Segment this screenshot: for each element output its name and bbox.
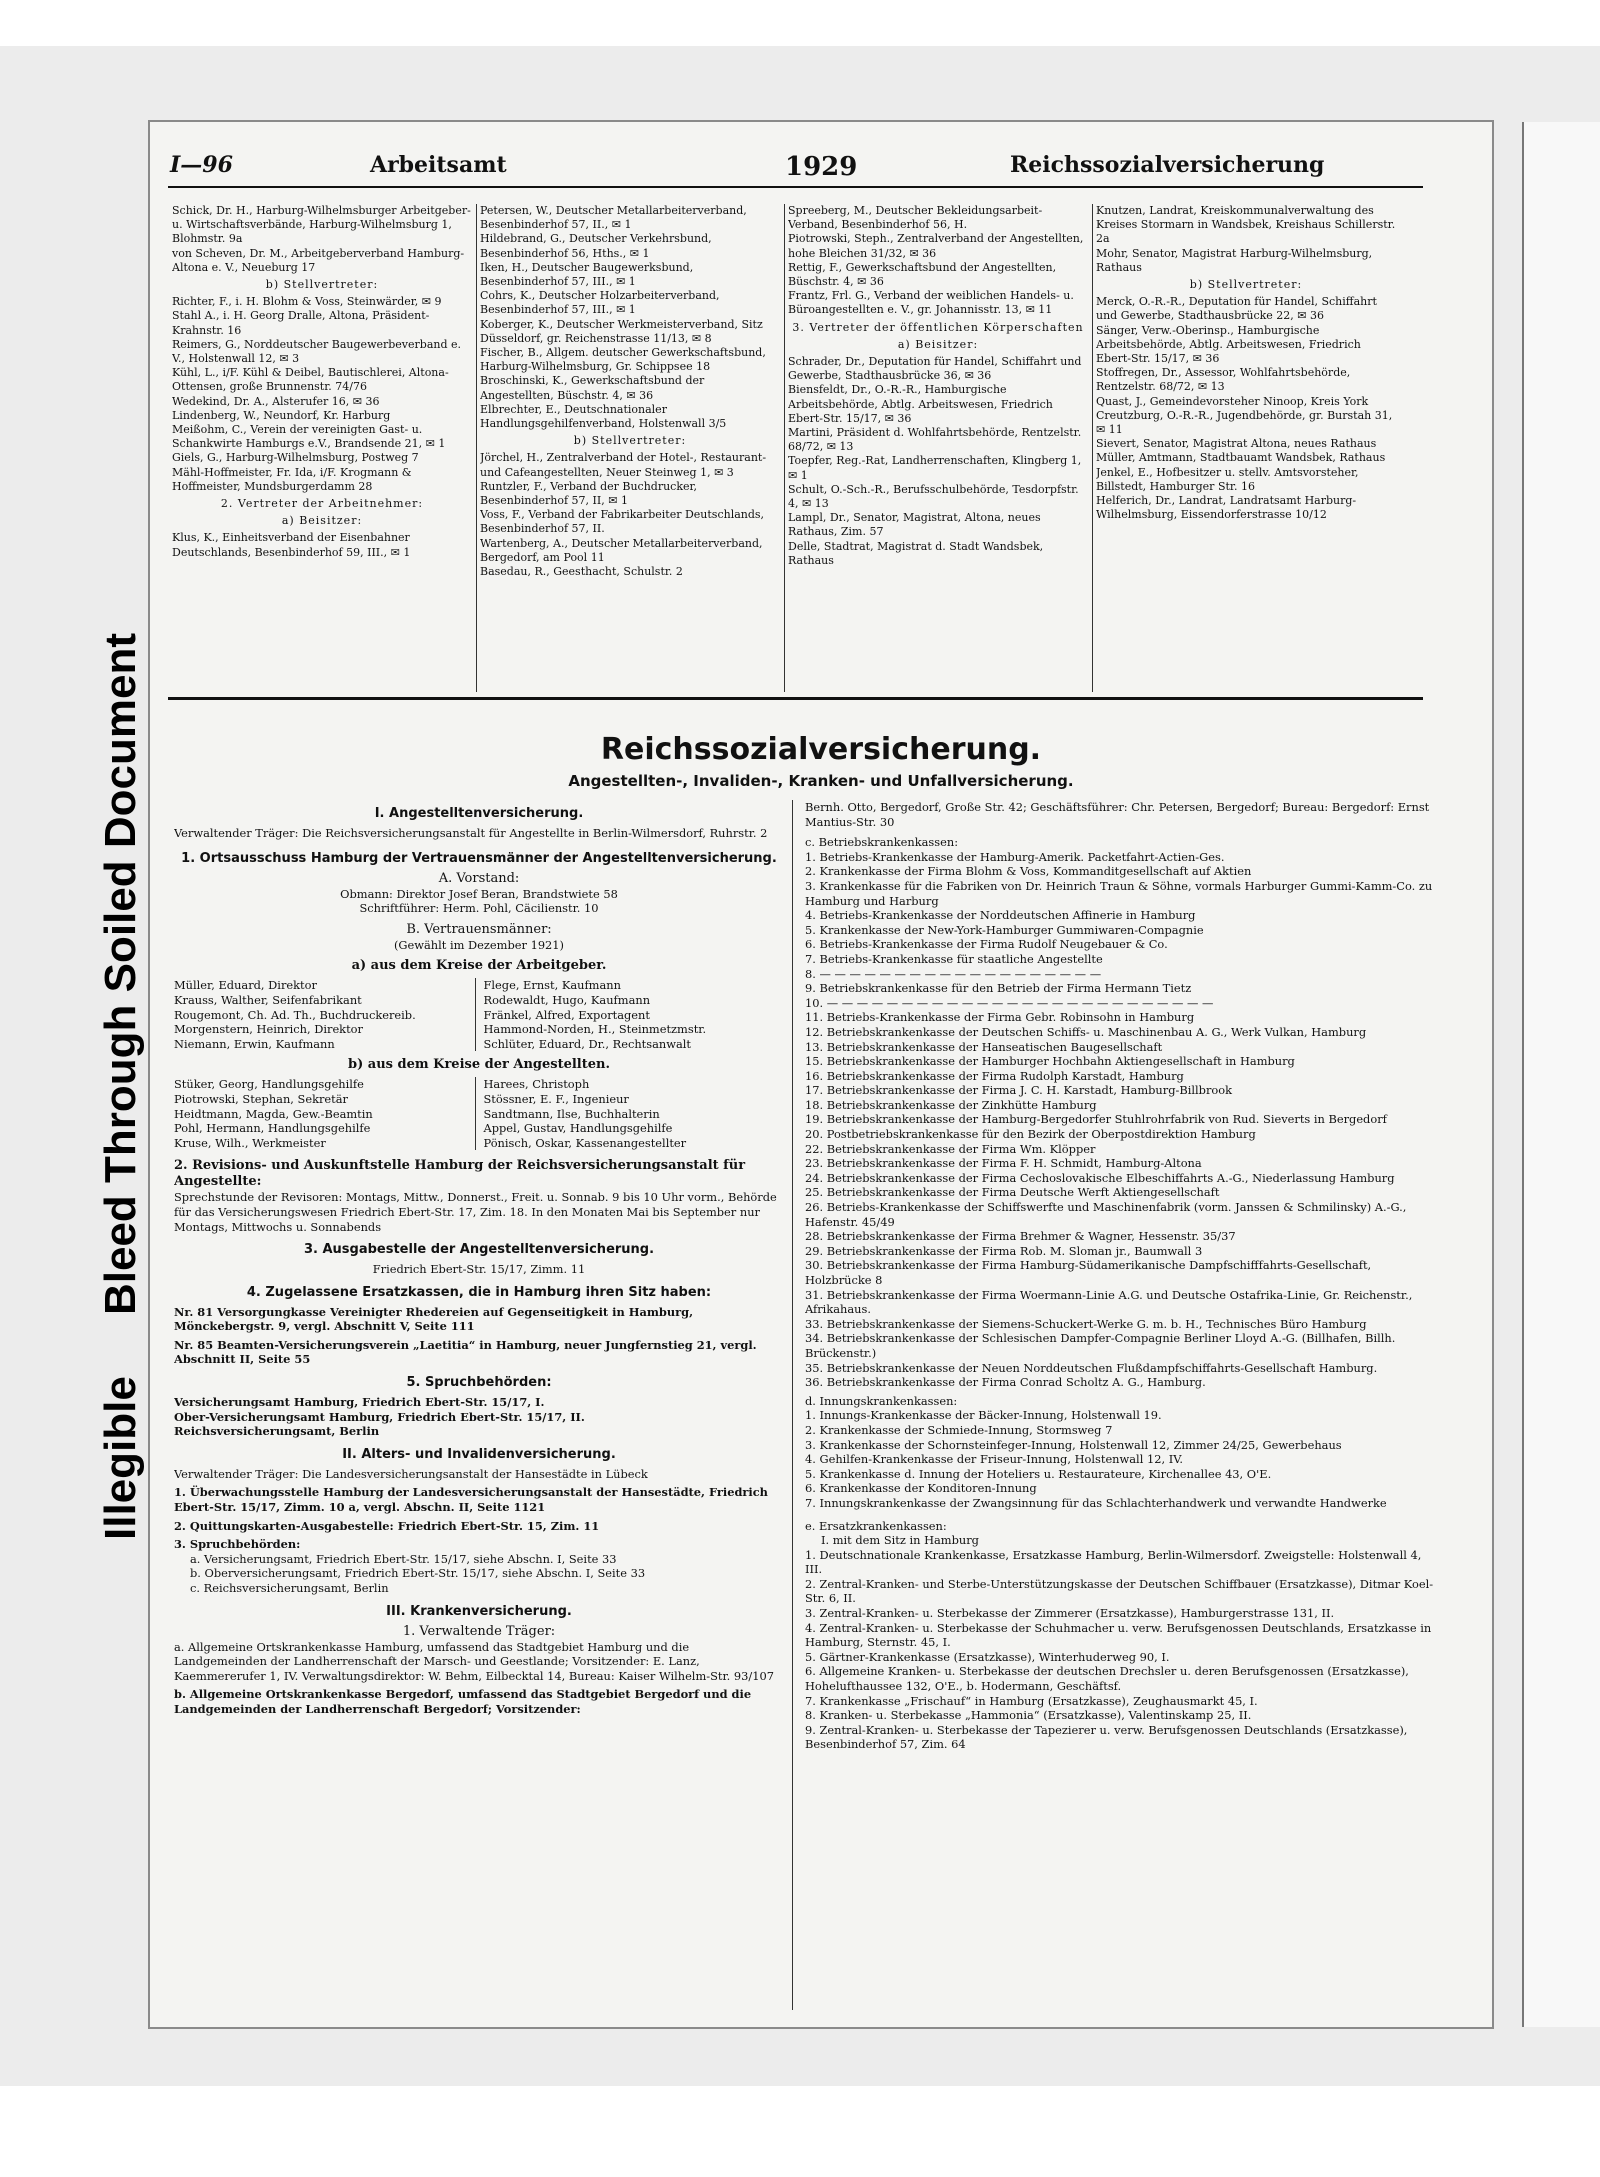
top-entry: Piotrowski, Steph., Zentralverband der Angestellten, hohe Bleichen 31/32, ✉ 36: [788, 232, 1084, 260]
ersatzkrankenkasse-entry: 4. Zentral-Kranken- u. Sterbekasse der Schuhmacher u. verw. Berufsgenossen Deutschlands, Ersatzkasse in Hamburg, Sternstr. 45, I.: [805, 1620, 1432, 1650]
betriebskrankenkasse-entry: 3. Krankenkasse für die Fabriken von Dr. Heinrich Traun & Söhne, vormals Harburger Gummi-Kamm-Co. zu Hamburg und Harburg: [805, 878, 1433, 908]
heading-betriebskrankenkassen: c. Betriebskrankenkassen:: [805, 835, 959, 850]
ortskrankenkasse-hamburg: a. Allgemeine Ortskrankenkasse Hamburg, umfassend das Stadtgebiet Hamburg und die Landgemeinden der Landherrenschaft der Marsch- und Geestlande; Vorsitzender: E. Lanz, Kaemmererufer 1, IV. Verwaltungsdirektor: W. Behm, Eilbecktal 14, Bureau: Kaiser Wilhelm-Str. 93/107: [174, 1639, 774, 1683]
spruch-list: [174, 1395, 784, 1439]
top-entry: Schrader, Dr., Deputation für Handel, Schiffahrt und Gewerbe, Stadthausbrücke 36, ✉ 36: [788, 355, 1082, 383]
ersatzkrankenkasse-entry: 9. Zentral-Kranken- u. Sterbekasse der Tapezierer u. verw. Berufsgenossen Deutschlands (Ersatzkasse), Besenbinderhof 57, Zim. 64: [805, 1722, 1408, 1752]
arbeitgeber-entry: Fränkel, Alfred, Exportagent: [483, 1007, 650, 1022]
right-column: [805, 800, 1440, 2010]
top-column-3: [788, 204, 1088, 694]
main-subtitle: Angestellten-, Invaliden-, Kranken- und Unfallversicherung.: [568, 772, 1074, 790]
innungskrankenkasse-entry: 5. Krankenkasse d. Innung der Hoteliers u. Restaurateure, Kirchenallee 43, O'E.: [805, 1466, 1272, 1481]
sprechstunde-text: Sprechstunde der Revisoren: Montags, Mittw., Donnerst., Freit. u. Sonnab. 9 bis 10 Uhr vorm., Behörde für das Versicherungswesen Friedrich Ebert-Str. 17, Zim. 18. In den Monaten Mai bis September nur Montags, Mittwochs u. Sonnabends: [174, 1190, 777, 1234]
angestellte-entry: Sandtmann, Ilse, Buchhalterin: [483, 1106, 660, 1121]
top-entry: Stoffregen, Dr., Assessor, Wohlfahrtsbehörde, Rentzelstr. 68/72, ✉ 13: [1096, 366, 1351, 394]
stamp-text: [96, 633, 146, 1540]
top-entry: b) Stellvertreter:: [1189, 278, 1303, 292]
top-entry: Kühl, L., i/F. Kühl & Deibel, Bautischlerei, Altona-Ottensen, große Brunnenstr. 74/76: [172, 366, 449, 394]
innungskrankenkasse-entry: 1. Innungs-Krankenkasse der Bäcker-Innung, Holstenwall 19.: [805, 1408, 1162, 1423]
top-entry: Broschinski, K., Gewerkschaftsbund der Angestellten, Büschstr. 4, ✉ 36: [480, 374, 705, 402]
ersatzkrankenkasse-entry: 3. Zentral-Kranken- u. Sterbekasse der Zimmerer (Ersatzkasse), Hamburgerstrasse 131, II.: [805, 1606, 1335, 1621]
top-entry: Elbrechter, E., Deutschnationaler Handlungsgehilfenverband, Holstenwall 3/5: [480, 402, 727, 431]
header-year: 1929: [785, 152, 858, 182]
innungskrankenkasse-entry: 4. Gehilfen-Krankenkasse der Friseur-Innung, Holstenwall 12, IV.: [805, 1452, 1184, 1467]
schriftfuehrer-text: Schriftführer: Herm. Pohl, Cäcilienstr. 10: [359, 901, 599, 916]
spruch2-entry: b. Oberversicherungsamt, Friedrich Ebert-Str. 15/17, siehe Abschn. I, Seite 33: [190, 1566, 646, 1581]
heading-kranken: III. Krankenversicherung.: [386, 1603, 572, 1619]
adjacent-page-edge: [1522, 122, 1600, 2027]
betriebskrankenkasse-entry: 15. Betriebskrankenkasse der Hamburger Hochbahn Aktiengesellschaft in Hamburg: [805, 1054, 1295, 1069]
top-entry: Delle, Stadtrat, Magistrat d. Stadt Wandsbek, Rathaus: [788, 539, 1044, 567]
innungskrankenkasse-entry: 6. Krankenkasse der Konditoren-Innung: [805, 1481, 1037, 1496]
top-entry: von Scheven, Dr. M., Arbeitgeberverband Hamburg-Altona e. V., Neueburg 17: [172, 246, 465, 274]
ersatzkasse-85: Nr. 85 Beamten-Versicherungsverein „Laetitia“ in Hamburg, neuer Jungfernstieg 21, vergl. Abschnitt II, Seite 55: [174, 1337, 757, 1367]
column-divider: [476, 204, 477, 692]
document-page: [150, 122, 1492, 2027]
betriebskrankenkasse-entry: 13. Betriebskrankenkasse der Hanseatischen Baugesellschaft: [805, 1039, 1163, 1054]
top-entry: Creutzburg, O.-R.-R., Jugendbehörde, gr. Burstah 31, ✉ 11: [1096, 408, 1393, 437]
heading-vertrauensmaenner: B. Vertrauensmänner:: [406, 921, 552, 937]
ersatzkrankenkasse-entry: 1. Deutschnationale Krankenkasse, Ersatzkasse Hamburg, Berlin-Wilmersdorf. Zweigstelle: Holstenwall 4, III.: [805, 1547, 1422, 1577]
ersatz-subheading: I. mit dem Sitz in Hamburg: [821, 1533, 979, 1548]
top-entry: Mohr, Senator, Magistrat Harburg-Wilhelmsburg, Rathaus: [1096, 246, 1373, 274]
spruch-entry: Versicherungsamt Hamburg, Friedrich Ebert-Str. 15/17, I.: [174, 1395, 545, 1410]
angestellte-left: [174, 1077, 475, 1150]
arbeitgeber-entry: Krauss, Walther, Seifenfabrikant: [174, 992, 362, 1007]
top-entry: Meißohm, C., Verein der vereinigten Gast- u. Schankwirte Hamburgs e.V., Brandsende 21, ✉ 1: [172, 423, 446, 451]
traeger-text: Verwaltender Träger: Die Reichsversicherungsanstalt für Angestellte in Berlin-Wilmersdorf, Ruhrstr. 2: [174, 826, 768, 840]
arbeitgeber-entry: Flege, Ernst, Kaufmann: [483, 978, 621, 993]
bergedorf-continuation: Bernh. Otto, Bergedorf, Große Str. 42; Geschäftsführer: Chr. Petersen, Bergedorf; Bureau: Bergedorf: Ernst Mantius-Str. 30: [805, 800, 1430, 829]
top-entry: Richter, F., i. H. Blohm & Voss, Steinwärder, ✉ 9: [172, 295, 442, 309]
heading-revision: 2. Revisions- und Auskunftstelle Hamburg der Reichsversicherungsanstalt für Angestellte:: [174, 1158, 746, 1190]
top-entry: Jörchel, H., Zentralverband der Hotel-, Restaurant- und Cafeangestellten, Neuer Steinweg 1, ✉ 3: [480, 451, 767, 479]
angestellte-entry: Stössner, E. F., Ingenieur: [483, 1091, 629, 1106]
page-number: I—96: [170, 152, 233, 178]
betriebskrankenkasse-entry: 29. Betriebskrankenkasse der Firma Rob. M. Sloman jr., Baumwall 3: [805, 1243, 1203, 1258]
betriebskrankenkasse-entry: 24. Betriebskrankenkasse der Firma Cechoslovakische Elbeschiffahrts A.-G., Niederlassung Hamburg: [805, 1170, 1395, 1185]
angestellte-entry: Harees, Christoph: [483, 1077, 590, 1092]
betriebskrankenkasse-entry: 8. — — — — — — — — — — — — — — — — — — —: [805, 966, 1102, 981]
heading-arbeitgeber: a) aus dem Kreise der Arbeitgeber.: [351, 958, 607, 974]
betriebskrankenkasse-entry: 16. Betriebskrankenkasse der Firma Rudolph Karstadt, Hamburg: [805, 1068, 1184, 1083]
heading-innungskrankenkassen: d. Innungskrankenkassen:: [805, 1393, 958, 1408]
innungskrankenkasse-entry: 2. Krankenkasse der Schmiede-Innung, Stormsweg 7: [805, 1422, 1113, 1437]
heading-ersatzkassen: 4. Zugelassene Ersatzkassen, die in Hamburg ihren Sitz haben:: [246, 1284, 712, 1300]
column-divider: [784, 204, 785, 692]
angestellte-entry: Kruse, Wilh., Werkmeister: [174, 1135, 326, 1150]
arbeitgeber-list: [174, 978, 784, 1051]
running-header: [170, 152, 1430, 184]
ersatzkrankenkasse-entry: 8. Kranken- u. Sterbekasse „Hammonia“ (Ersatzkasse), Valentinskamp 25, II.: [805, 1708, 1252, 1723]
betriebskrankenkasse-entry: 36. Betriebskrankenkasse der Firma Conrad Scholtz A. G., Hamburg.: [805, 1375, 1206, 1390]
betriebskrankenkasse-entry: 9. Betriebskrankenkasse für den Betrieb der Firma Hermann Tietz: [805, 981, 1192, 996]
section-rule: [168, 697, 1423, 700]
column-divider: [1092, 204, 1093, 692]
ersatzkrankenkasse-entry: 7. Krankenkasse „Frischauf“ in Hamburg (Ersatzkasse), Zeughausmarkt 45, I.: [805, 1693, 1258, 1708]
ausgabe-address: Friedrich Ebert-Str. 15/17, Zimm. 11: [372, 1262, 586, 1277]
microfilm-stamp: [96, 210, 145, 1570]
betriebskrankenkasse-entry: 6. Betriebs-Krankenkasse der Firma Rudolf Neugebauer & Co.: [805, 937, 1168, 952]
left-column: [174, 800, 784, 2010]
stamp-bleed: Bleed Through Soiled Document: [96, 633, 145, 1316]
header-right: Reichssozialversicherung: [1010, 152, 1325, 178]
top-entry: Toepfer, Reg.-Rat, Landherrenschaften, Klingberg 1, ✉ 1: [788, 454, 1082, 482]
betriebskrankenkasse-entry: 18. Betriebskrankenkasse der Zinkhütte Hamburg: [805, 1097, 1097, 1112]
heading-ortsausschuss: 1. Ortsausschuss Hamburg der Vertrauensmänner der Angestelltenversicherung.: [181, 850, 777, 866]
top-entry: Schult, O.-Sch.-R., Berufsschulbehörde, Tesdorpfstr. 4, ✉ 13: [788, 482, 1079, 511]
spruch2-list: [174, 1552, 784, 1596]
top-entry: Jenkel, E., Hofbesitzer u. stellv. Amtsvorsteher, Billstedt, Hamburger Str. 16: [1096, 465, 1359, 493]
obmann-text: Obmann: Direktor Josef Beran, Brandstwiete 58: [340, 886, 618, 901]
top-entry: Helferich, Dr., Landrat, Landratsamt Harburg-Wilhelmsburg, Eissendorferstrasse 10/12: [1096, 494, 1357, 522]
betriebskrankenkasse-entry: 35. Betriebskrankenkasse der Neuen Norddeutschen Flußdampfschiffahrts-Gesellschaft Hamburg.: [805, 1360, 1378, 1375]
ersatzkrankenkasse-entry: 2. Zentral-Kranken- und Sterbe-Unterstützungskasse der Deutschen Schiffbauer (Ersatzkasse), Ditmar Koel-Str. 6, II.: [805, 1576, 1434, 1606]
betriebskrankenkasse-entry: 2. Krankenkasse der Firma Blohm & Voss, Kommanditgesellschaft auf Aktien: [805, 864, 1252, 879]
top-entry: Lampl, Dr., Senator, Magistrat, Altona, neues Rathaus, Zim. 57: [788, 511, 1041, 539]
ueberwachungsstelle-text: 1. Überwachungsstelle Hamburg der Landesversicherungsanstalt der Hansestädte, Friedrich Ebert-Str. 15/17, Zimm. 10 a, vergl. Abschn. II, Seite 1121: [174, 1485, 768, 1515]
arbeitgeber-entry: Hammond-Norden, H., Steinmetzmstr.: [483, 1022, 707, 1037]
heading-angestellte: b) aus dem Kreise der Angestellten.: [348, 1057, 610, 1073]
betriebskrankenkasse-entry: 23. Betriebskrankenkasse der Firma F. H. Schmidt, Hamburg-Altona: [805, 1156, 1202, 1171]
innungskrankenkasse-entry: 3. Krankenkasse der Schornsteinfeger-Innung, Holstenwall 12, Zimmer 24/25, Gewerbehaus: [805, 1437, 1342, 1452]
top-entry: Quast, J., Gemeindevorsteher Ninoop, Kreis York: [1096, 394, 1369, 408]
angestellte-list: [174, 1077, 784, 1150]
spruch-entry: Reichsversicherungsamt, Berlin: [174, 1424, 380, 1439]
heading-verwaltende-traeger: 1. Verwaltende Träger:: [402, 1623, 556, 1639]
ersatzkrankenkassen-list: [805, 1548, 1440, 1752]
spruch2-entry: c. Reichsversicherungsamt, Berlin: [190, 1581, 389, 1595]
angestellte-right: [475, 1077, 785, 1150]
ersatzkasse-81: Nr. 81 Versorgungkasse Vereinigter Rhedereien auf Gegenseitigkeit in Hamburg, Mönckebergstr. 9, vergl. Abschnitt V, Seite 111: [174, 1304, 694, 1334]
lower-column-divider: [792, 800, 793, 2010]
top-entry: 3. Vertreter der öffentlichen Körperschaften: [792, 320, 1084, 334]
betriebskrankenkasse-entry: 5. Krankenkasse der New-York-Hamburger Gummiwaren-Compagnie: [805, 922, 1204, 937]
arbeitgeber-right: [475, 978, 785, 1051]
top-entry: Basedau, R., Geesthacht, Schulstr. 2: [480, 565, 683, 579]
top-entry: Martini, Präsident d. Wohlfahrtsbehörde, Rentzelstr. 68/72, ✉ 13: [788, 426, 1082, 454]
betriebskrankenkasse-entry: 28. Betriebskrankenkasse der Firma Brehmer & Wagner, Hessenstr. 35/37: [805, 1229, 1236, 1244]
top-entry: Wartenberg, A., Deutscher Metallarbeiterverband, Bergedorf, am Pool 11: [480, 536, 763, 564]
heading-vorstand: A. Vorstand:: [438, 870, 520, 886]
spruch2-entry: a. Versicherungsamt, Friedrich Ebert-Str. 15/17, siehe Abschn. I, Seite 33: [190, 1551, 617, 1566]
top-column-4: [1096, 204, 1396, 694]
top-entry: Spreeberg, M., Deutscher Bekleidungsarbeit-Verband, Besenbinderhof 56, H.: [788, 204, 1043, 232]
arbeitgeber-entry: Rougemont, Ch. Ad. Th., Buchdruckereib.: [174, 1007, 416, 1022]
spruch-entry: Ober-Versicherungsamt Hamburg, Friedrich Ebert-Str. 15/17, II.: [174, 1409, 585, 1424]
top-entry: Hildebrand, G., Deutscher Verkehrsbund, Besenbinderhof 56, Hths., ✉ 1: [480, 232, 712, 260]
top-entry: Klus, K., Einheitsverband der Eisenbahner Deutschlands, Besenbinderhof 59, III., ✉ 1: [172, 531, 411, 559]
heading-ersatzkrankenkassen: e. Ersatzkrankenkassen:: [805, 1518, 947, 1533]
betriebskrankenkasse-entry: 11. Betriebs-Krankenkasse der Firma Gebr. Robinsohn in Hamburg: [805, 1010, 1195, 1025]
traeger2-text: Verwaltender Träger: Die Landesversicherungsanstalt der Hansestädte in Lübeck: [174, 1466, 648, 1481]
top-entry: b) Stellvertreter:: [265, 278, 379, 292]
top-entry: Sievert, Senator, Magistrat Altona, neues Rathaus: [1096, 437, 1377, 451]
top-entry: Lindenberg, W., Neundorf, Kr. Harburg: [172, 408, 391, 422]
betriebskrankenkasse-entry: 30. Betriebskrankenkasse der Firma Hamburg-Südamerikanische Dampfschifffahrts-Gesellschaft, Holzbrücke 8: [805, 1258, 1372, 1287]
top-entry: Wedekind, Dr. A., Alsterufer 16, ✉ 36: [172, 394, 380, 408]
betriebskrankenkasse-entry: 31. Betriebskrankenkasse der Firma Woermann-Linie A.G. und Deutsche Ostafrika-Linie, Gr. Reichenstr., Afrikahaus.: [805, 1287, 1413, 1317]
angestellte-entry: Heidtmann, Magda, Gew.-Beamtin: [174, 1106, 373, 1121]
heading-invaliden: II. Alters- und Invalidenversicherung.: [342, 1446, 616, 1462]
top-columns: [172, 204, 1427, 694]
top-entry: Knutzen, Landrat, Kreiskommunalverwaltung des Kreises Stormarn in Wandsbek, Kreishaus Schillerstr. 2a: [1096, 204, 1396, 246]
top-entry: Merck, O.-R.-R., Deputation für Handel, Schiffahrt und Gewerbe, Stadthausbrücke 22, ✉ 36: [1096, 295, 1377, 323]
angestellte-entry: Pohl, Hermann, Handlungsgehilfe: [174, 1121, 371, 1136]
top-entry: Petersen, W., Deutscher Metallarbeiterverband, Besenbinderhof 57, II., ✉ 1: [480, 204, 747, 232]
heading-angestellten: I. Angestelltenversicherung.: [374, 806, 584, 821]
angestellte-entry: Piotrowski, Stephan, Sekretär: [174, 1091, 348, 1106]
top-entry: Cohrs, K., Deutscher Holzarbeiterverband, Besenbinderhof 57, III., ✉ 1: [480, 289, 720, 317]
top-entry: a) Beisitzer:: [281, 514, 363, 528]
innungskrankenkassen-list: [805, 1408, 1440, 1510]
top-entry: Müller, Amtmann, Stadtbauamt Wandsbek, Rathaus: [1096, 451, 1386, 465]
stamp-illegible: Illegible: [96, 1376, 145, 1540]
header-rule: [168, 186, 1423, 188]
betriebskrankenkasse-entry: 17. Betriebskrankenkasse der Firma J. C. H. Karstadt, Hamburg-Billbrook: [805, 1083, 1233, 1098]
top-column-1: [172, 204, 472, 694]
top-entry: Runtzler, F., Verband der Buchdrucker, Besenbinderhof 57, II, ✉ 1: [480, 479, 698, 508]
arbeitgeber-entry: Niemann, Erwin, Kaufmann: [174, 1036, 335, 1051]
betriebskrankenkasse-entry: 12. Betriebskrankenkasse der Deutschen Schiffs- u. Maschinenbau A. G., Werk Vulkan, Hamburg: [805, 1024, 1367, 1039]
angestellte-entry: Stüker, Georg, Handlungsgehilfe: [174, 1077, 364, 1092]
top-entry: Rettig, F., Gewerkschaftsbund der Angestellten, Büschstr. 4, ✉ 36: [788, 260, 1057, 289]
spruch2-heading: 3. Spruchbehörden:: [174, 1537, 301, 1552]
innungskrankenkasse-entry: 7. Innungskrankenkasse der Zwangsinnung für das Schlachterhandwerk und verwandte Handwerke: [805, 1495, 1387, 1510]
arbeitgeber-entry: Müller, Eduard, Direktor: [174, 978, 317, 993]
top-entry: Giels, G., Harburg-Wilhelmsburg, Postweg 7: [172, 451, 419, 465]
heading-ausgabe: 3. Ausgabestelle der Angestelltenversicherung.: [303, 1242, 655, 1258]
betriebskrankenkasse-entry: 10. — — — — — — — — — — — — — — — — — — — — — — — — — —: [805, 995, 1214, 1010]
arbeitgeber-entry: Morgenstern, Heinrich, Direktor: [174, 1022, 363, 1037]
header-section: Arbeitsamt: [370, 152, 507, 178]
main-title: Reichssozialversicherung.: [600, 732, 1042, 767]
top-entry: Mähl-Hoffmeister, Fr. Ida, i/F. Krogmann & Hoffmeister, Mundsburgerdamm 28: [172, 465, 412, 493]
heading-spruchbehoerden: 5. Spruchbehörden:: [406, 1375, 552, 1391]
angestellte-entry: Appel, Gustav, Handlungsgehilfe: [483, 1121, 673, 1136]
ersatzkrankenkasse-entry: 6. Allgemeine Kranken- u. Sterbekasse der deutschen Drechsler u. deren Berufsgenossen (Ersatzkasse), Hohelufthaussee 132, O'E., b. Hodermann, Geschäftsf.: [805, 1664, 1409, 1694]
top-entry: Schick, Dr. H., Harburg-Wilhelmsburger Arbeitgeber- u. Wirtschaftsverbände, Harburg-Wilhelmsburg 1, Blohmstr. 9a: [172, 204, 471, 246]
betriebskrankenkasse-entry: 25. Betriebskrankenkasse der Firma Deutsche Werft Aktiengesellschaft: [805, 1185, 1220, 1200]
top-entry: Reimers, G., Norddeutscher Baugewerbeverband e. V., Holstenwall 12, ✉ 3: [172, 337, 462, 366]
top-entry: a) Beisitzer:: [897, 337, 979, 351]
ortskrankenkasse-bergedorf: b. Allgemeine Ortskrankenkasse Bergedorf, umfassend das Stadtgebiet Bergedorf und die Landgemeinden der Landherrenschaft Bergedorf; Vorsitzender:: [174, 1687, 752, 1716]
top-entry: Frantz, Frl. G., Verband der weiblichen Handels- u. Büroangestellten e. V., gr. Johannisstr. 13, ✉ 11: [788, 289, 1074, 317]
betriebskrankenkassen-list: [805, 850, 1440, 1390]
top-entry: Biensfeldt, Dr., O.-R.-R., Hamburgische Arbeitsbehörde, Abtlg. Arbeitswesen, Friedrich Ebert-Str. 15/17, ✉ 36: [788, 383, 1053, 425]
top-column-2: [480, 204, 780, 694]
betriebskrankenkasse-entry: 33. Betriebskrankenkasse der Siemens-Schuckert-Werke G. m. b. H., Technisches Büro Hamburg: [805, 1316, 1367, 1331]
top-entry: Sänger, Verw.-Oberinsp., Hamburgische Arbeitsbehörde, Abtlg. Arbeitswesen, Friedrich Ebert-Str. 15/17, ✉ 36: [1096, 323, 1361, 366]
betriebskrankenkasse-entry: 34. Betriebskrankenkasse der Schlesischen Dampfer-Compagnie Berliner Lloyd A.-G. (Billhafen, Billh. Brückenstr.): [805, 1331, 1396, 1360]
betriebskrankenkasse-entry: 20. Postbetriebskrankenkasse für den Bezirk der Oberpostdirektion Hamburg: [805, 1127, 1256, 1142]
arbeitgeber-entry: Schlüter, Eduard, Dr., Rechtsanwalt: [483, 1036, 691, 1051]
quittungskarten-text: 2. Quittungskarten-Ausgabestelle: Friedrich Ebert-Str. 15, Zim. 11: [174, 1518, 600, 1533]
arbeitgeber-entry: Rodewaldt, Hugo, Kaufmann: [483, 992, 651, 1007]
betriebskrankenkasse-entry: 7. Betriebs-Krankenkasse für staatliche Angestellte: [805, 951, 1103, 966]
top-entry: 2. Vertreter der Arbeitnehmer:: [220, 497, 424, 511]
betriebskrankenkasse-entry: 19. Betriebskrankenkasse der Hamburg-Bergedorfer Stuhlrohrfabrik von Rud. Sieverts in Bergedorf: [805, 1112, 1387, 1127]
top-entry: Fischer, B., Allgem. deutscher Gewerkschaftsbund, Harburg-Wilhelmsburg, Gr. Schippsee 18: [480, 346, 766, 374]
top-entry: Koberger, K., Deutscher Werkmeisterverband, Sitz Düsseldorf, gr. Reichenstrasse 11/13, ✉ 8: [480, 317, 763, 345]
betriebskrankenkasse-entry: 26. Betriebs-Krankenkasse der Schiffswerfte und Maschinenfabrik (vorm. Janssen & Schmilinsky) A.-G., Hafenstr. 45/49: [805, 1200, 1407, 1229]
top-entry: Voss, F., Verband der Fabrikarbeiter Deutschlands, Besenbinderhof 57, II.: [480, 508, 765, 536]
arbeitgeber-left: [174, 978, 475, 1051]
betriebskrankenkasse-entry: 1. Betriebs-Krankenkasse der Hamburg-Amerik. Packetfahrt-Actien-Ges.: [805, 849, 1225, 864]
betriebskrankenkasse-entry: 22. Betriebskrankenkasse der Firma Wm. Klöpper: [805, 1141, 1096, 1156]
top-entry: b) Stellvertreter:: [573, 434, 687, 448]
betriebskrankenkasse-entry: 4. Betriebs-Krankenkasse der Norddeutschen Affinerie in Hamburg: [805, 908, 1196, 923]
gewaehlt-text: (Gewählt im Dezember 1921): [393, 937, 564, 952]
ersatzkrankenkasse-entry: 5. Gärtner-Krankenkasse (Ersatzkasse), Winterhuderweg 90, I.: [805, 1649, 1170, 1664]
angestellte-entry: Pönisch, Oskar, Kassenangestellter: [483, 1135, 687, 1150]
top-entry: Iken, H., Deutscher Baugewerksbund, Besenbinderhof 57, III., ✉ 1: [480, 260, 694, 289]
top-entry: Stahl A., i. H. Georg Dralle, Altona, Präsident-Krahnstr. 16: [172, 309, 430, 337]
